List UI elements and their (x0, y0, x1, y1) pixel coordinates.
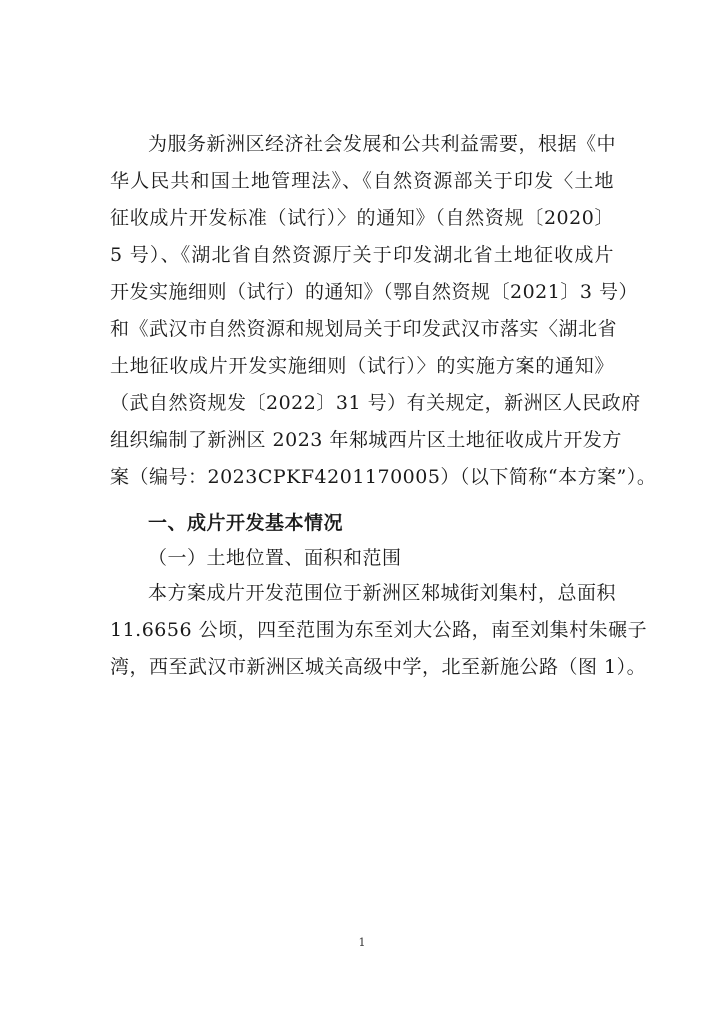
paragraph-1-line-9: 组织编制了新洲区 2023 年邾城西片区土地征收成片开发方 (110, 429, 622, 451)
paragraph-2-line-1: 本方案成片开发范围位于新洲区邾城街刘集村，总面积 (148, 582, 617, 604)
paragraph-1-line-6: 和《武汉市自然资源和规划局关于印发武汉市落实〈湖北省 (110, 318, 618, 340)
paragraph-2-line-3: 湾，西至武汉市新洲区城关高级中学，北至新施公路（图 1）。 (110, 656, 647, 678)
paragraph-1-line-1: 为服务新洲区经济社会发展和公共利益需要，根据《中 (148, 133, 617, 155)
paragraph-2-line-2: 11.6656 公顷，四至范围为东至刘大公路，南至刘集村朱碾子 (110, 619, 648, 641)
paragraph-1-line-4: 5 号）、《湖北省自然资源厅关于印发湖北省土地征收成片 (110, 244, 614, 266)
paragraph-1-line-8: （武自然资规发〔2022〕31 号）有关规定，新洲区人民政府 (110, 392, 641, 414)
paragraph-1-line-5: 开发实施细则（试行）的通知》（鄂自然资规〔2021〕3 号） (110, 281, 638, 303)
paragraph-1-line-10: 案（编号：2023CPKF4201170005）（以下简称“本方案”）。 (110, 466, 657, 488)
subsection-heading: （一）土地位置、面积和范围 (148, 547, 402, 569)
section-heading: 一、成片开发基本情况 (148, 512, 344, 534)
page-number: 1 (358, 936, 366, 949)
paragraph-1-line-7: 土地征收成片开发实施细则（试行）〉的实施方案的通知》 (110, 355, 614, 377)
paragraph-1-line-3: 征收成片开发标准（试行）〉的通知》（自然资规〔2020〕 (110, 207, 614, 229)
paragraph-1-line-2: 华人民共和国土地管理法》、《自然资源部关于印发〈土地 (110, 170, 614, 192)
